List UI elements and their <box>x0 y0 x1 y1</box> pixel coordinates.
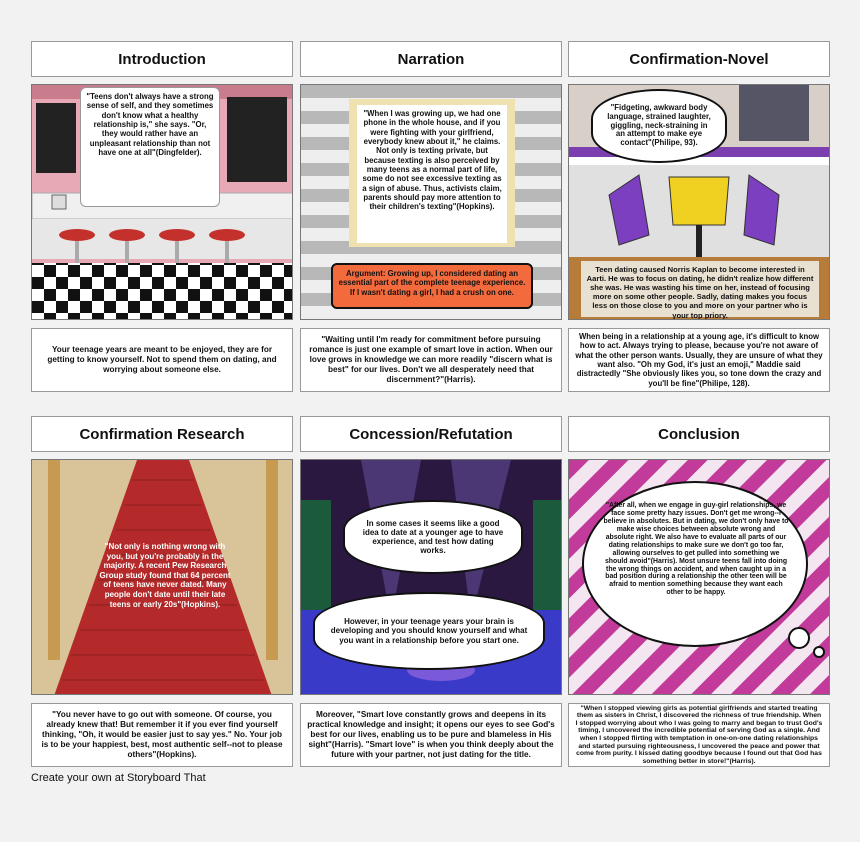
panel-title: Conclusion <box>568 416 830 452</box>
striped-scene <box>300 84 562 320</box>
panel-caption: "When I stopped viewing girls as potential girlfriends and started treating them as sisters in Christ, I discovered the richness of true friendship. When I stopped worrying about who I was going to marry and began to trust God's timing, I uncovered the incredible potential of serving God as a single. And when I stopped flirting with temptation in one-on-one dating relationships and started pursuing righteousness, I uncovered the peace and power that come from purity. I kissed dating goodbye because I found out that God has something better in store!"(Harris). <box>568 703 830 767</box>
intro-quote: "Teens don't always have a strong sense of self, and they sometimes don't know what a healthy relationship is," she says. "Or, they would rather have an unpleasant relationship than not have one at all"(Dingfelder). <box>80 87 220 207</box>
panel-title: Concession/Refutation <box>300 416 562 452</box>
conclusion-quote: "After all, when we engage in guy-girl relationships, we face some pretty hazy issues. Don't get me wrong--I believe in absolutes. But in dating, we don't only have to make wise choices between absolute wrong and absolute right. We also have to evaluate all parts of our dating relationships to make sure we don't go too far, allowing ourselves to get pulled into something we should avoid"(Harris). Most unsure teens fall into doing the wrong things on accident, and when caught up in a bad position during a relationship the other teen will be afraid to mention something because they want each other to be happy. <box>603 502 789 597</box>
footer-link[interactable]: Create your own at Storyboard That <box>31 772 206 784</box>
argument-box: Argument: Growing up, I considered dating an essential part of the complete teenage experience. If I wasn't dating a girl, I had a crush on one. <box>331 263 533 309</box>
panel-caption: "You never have to go out with someone. Of course, you already knew that! But remember it if you ever find yourself thinking, "Oh, it would be easier just to say yes." No. Your job is to be your happiest, best, most authentic self--not to please others"(Hopkins). <box>31 703 293 767</box>
diner-scene <box>31 84 293 320</box>
diagonal-stripes-scene <box>568 459 830 695</box>
concession-bubble: In some cases it seems like a good idea to date at a younger age to have experience, and test how dating works. <box>343 500 523 574</box>
panel-title: Narration <box>300 41 562 77</box>
panel-title: Confirmation-Novel <box>568 41 830 77</box>
panel-title: Introduction <box>31 41 293 77</box>
panel-title: Confirmation Research <box>31 416 293 452</box>
panel-caption: Your teenage years are meant to be enjoyed, they are for getting to know yourself. Not to spend them on dating, and worrying about someone else. <box>31 328 293 392</box>
cafe-scene <box>568 84 830 320</box>
refutation-bubble: However, in your teenage years your brain is developing and you should know yourself and what you want in a relationship before you start one. <box>313 592 545 670</box>
stage-scene <box>300 459 562 695</box>
panel-caption: When being in a relationship at a young age, it's difficult to know how to act. Always trying to please, because you're not aware of what the other person wants. Usually, they are unsure of what they want also. "Oh my God, it's just an emoji," Maddie said distractedly "She obviously likes you, so tone down the crazy and you'll be fine"(Philipe, 128). <box>568 328 830 392</box>
research-quote: "Not only is nothing wrong with you, but you're probably in the majority. A recent Pew Research Group study found that 64 percent of teens have never dated. Many people don't date until their late teens or early 20s"(Hopkins). <box>99 542 231 609</box>
panel-caption: Moreover, "Smart love constantly grows and deepens in its practical knowledge and insight; it opens our eyes to see God's best for our lives, enabling us to be pure and blameless in His sight"(Harris). "Smart love" is when you think deeply about the future with your partner, not just dating for the title. <box>300 703 562 767</box>
novel-note: Teen dating caused Norris Kaplan to become interested in Aarti. He was to focus on dating, he didn't realize how different she was. He was wasting his time on her, instead of focusing more on some other people. Sadly, dating makes you focus less on those close to you and more on your partner who is your top priory. <box>581 261 819 317</box>
staircase-scene <box>31 459 293 695</box>
narration-quote: "When I was growing up, we had one phone in the whole house, and if you were fighting with your girlfriend, everybody knew about it," he claims. Not only is texting private, but because texting is also perceived by many teens as a normal part of life, some do not see excessive texting as a sign of abuse. Thus, activists claim, parents should pay more attention to their children's texting"(Hopkins). <box>357 105 507 243</box>
novel-quote-bubble: "Fidgeting, awkward body language, strained laughter, giggling, neck-straining in an attempt to make eye contact"(Philipe, 93). <box>591 89 727 163</box>
panel-caption: "Waiting until I'm ready for commitment before pursuing romance is just one example of smart love in action. When our love grows in knowledge we can more readily "discern what is best" for our lives. Don't we all desperately need that discernment?"(Harris). <box>300 328 562 392</box>
